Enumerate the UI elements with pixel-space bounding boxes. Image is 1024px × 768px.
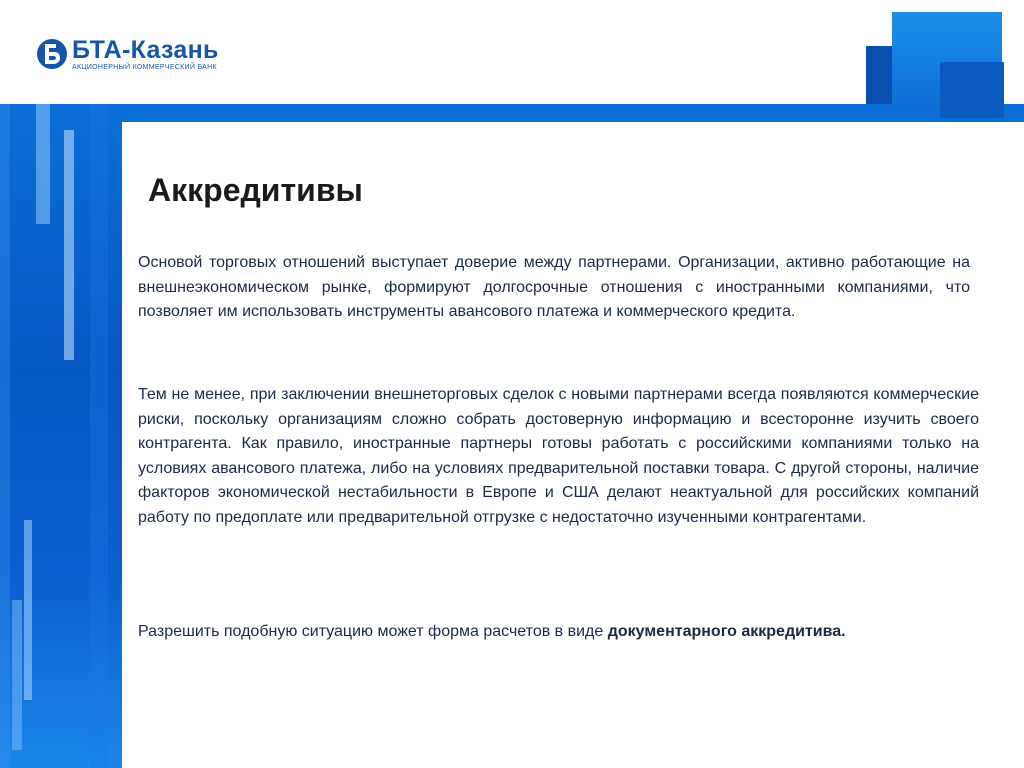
- paragraph-2: Тем не менее, при заключении внешнеторговых сделок с новыми партнерами всегда появляются коммерческие риски, поскольку организациям сложно собрать достоверную информацию и всесторонне изучить своего контрагента. Как правило, иностранные партнеры готовы работать с российскими компаниями только на условиях авансового платежа, либо на условиях предварительной поставки товара. С другой стороны, наличие факторов экономической нестабильности в Европе и США делают неактуальной для российских компаний работу по предоплате или предварительной отгрузке с недостаточно изученными контрагентами.: [138, 386, 979, 526]
- paragraph-1: Основой торговых отношений выступает доверие между партнерами. Организации, активно работающие на внешнеэкономическом рынке, формируют долгосрочные отношения с иностранными компаниями, что позволяет им использовать инструменты авансового платежа и коммерческого кредита.: [138, 254, 970, 320]
- decorative-stripe: [0, 104, 10, 768]
- paragraph-3-bold: документарного аккредитива.: [607, 623, 846, 640]
- decorative-stripe: [12, 600, 22, 750]
- page-title: Аккредитивы: [148, 172, 363, 208]
- paragraph-3-text: Разрешить подобную ситуацию может форма расчетов в виде: [138, 623, 608, 640]
- decorative-stripe: [64, 130, 74, 360]
- decorative-block: [940, 62, 1004, 118]
- paragraph-3: [138, 620, 988, 645]
- decorative-stripe: [90, 104, 108, 768]
- bank-logo: [36, 32, 219, 76]
- decorative-stripe: [36, 104, 50, 224]
- decorative-stripe: [24, 520, 32, 700]
- bank-logo-name: БТА-Казань: [72, 35, 219, 64]
- bank-logo-subtitle: АКЦИОНЕРНЫЙ КОММЕРЧЕСКИЙ БАНК: [72, 63, 217, 71]
- bank-logo-icon: [36, 36, 68, 72]
